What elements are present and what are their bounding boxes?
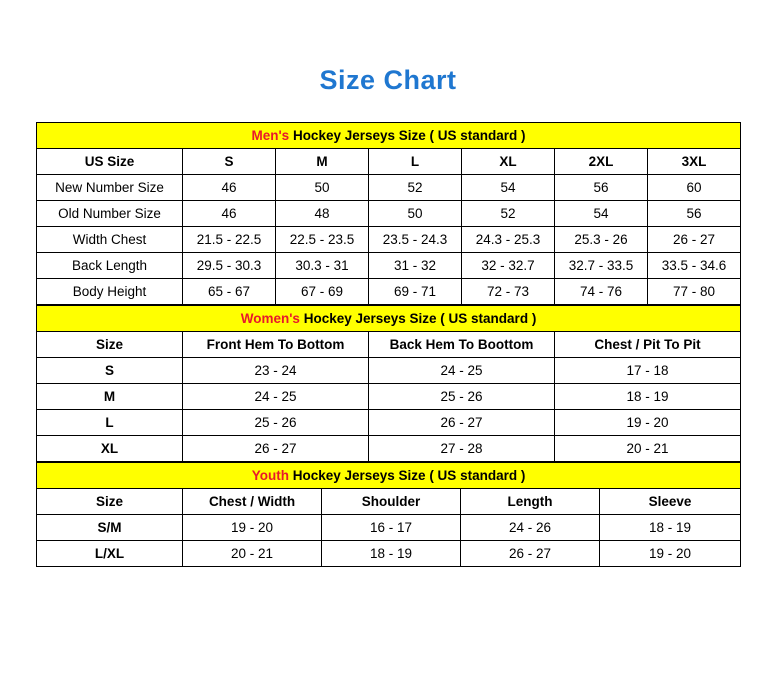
mens-row-4-val-4: 74 - 76 (555, 279, 648, 305)
youth-row-1-val-3: 19 - 20 (600, 541, 741, 567)
mens-row-0-val-0: 46 (183, 175, 276, 201)
mens-row-2-val-3: 24.3 - 25.3 (462, 227, 555, 253)
womens-row-2-val-0: 25 - 26 (183, 410, 369, 436)
mens-row-0-val-3: 54 (462, 175, 555, 201)
mens-row-0-val-2: 52 (369, 175, 462, 201)
womens-row-1-val-0: 24 - 25 (183, 384, 369, 410)
mens-row-2-val-4: 25.3 - 26 (555, 227, 648, 253)
mens-row-0-val-4: 56 (555, 175, 648, 201)
table-row (37, 358, 741, 384)
mens-row-2-val-1: 22.5 - 23.5 (276, 227, 369, 253)
youth-size-table (36, 462, 741, 567)
womens-row-3-val-2: 20 - 21 (555, 436, 741, 462)
mens-col-5: 2XL (555, 149, 648, 175)
mens-column-header-row (37, 149, 741, 175)
youth-row-0-val-0: 19 - 20 (183, 515, 322, 541)
womens-row-2-val-1: 26 - 27 (369, 410, 555, 436)
mens-col-3: L (369, 149, 462, 175)
mens-row-2-label: Width Chest (37, 227, 183, 253)
mens-row-4-val-5: 77 - 80 (648, 279, 741, 305)
table-row (37, 227, 741, 253)
page-title: Size Chart (319, 65, 457, 95)
table-row (37, 201, 741, 227)
mens-row-1-val-2: 50 (369, 201, 462, 227)
womens-row-1-label: M (37, 384, 183, 410)
youth-heading-accent: Youth (251, 468, 289, 484)
mens-row-4-val-0: 65 - 67 (183, 279, 276, 305)
womens-section-heading (37, 306, 741, 332)
womens-col-1: Front Hem To Bottom (183, 332, 369, 358)
table-row (37, 541, 741, 567)
mens-row-2-val-5: 26 - 27 (648, 227, 741, 253)
mens-size-table (36, 122, 741, 305)
womens-row-2-val-2: 19 - 20 (555, 410, 741, 436)
womens-size-table (36, 305, 741, 462)
table-row (37, 279, 741, 305)
mens-col-2: M (276, 149, 369, 175)
mens-col-0: US Size (37, 149, 183, 175)
womens-heading-accent: Women's (240, 311, 300, 327)
youth-row-0-label: S/M (37, 515, 183, 541)
mens-row-1-val-4: 54 (555, 201, 648, 227)
youth-row-0-val-1: 16 - 17 (322, 515, 461, 541)
mens-row-4-val-1: 67 - 69 (276, 279, 369, 305)
mens-col-4: XL (462, 149, 555, 175)
youth-heading-rest: Hockey Jerseys Size ( US standard ) (288, 468, 526, 484)
womens-col-3: Chest / Pit To Pit (555, 332, 741, 358)
youth-row-1-val-0: 20 - 21 (183, 541, 322, 567)
youth-col-4: Sleeve (600, 489, 741, 515)
womens-row-0-label: S (37, 358, 183, 384)
mens-section-heading-row (37, 123, 741, 149)
mens-row-3-val-0: 29.5 - 30.3 (183, 253, 276, 279)
mens-row-4-label: Body Height (37, 279, 183, 305)
mens-heading-rest: Hockey Jerseys Size ( US standard ) (289, 128, 526, 144)
womens-row-0-val-0: 23 - 24 (183, 358, 369, 384)
mens-col-6: 3XL (648, 149, 741, 175)
mens-row-1-val-5: 56 (648, 201, 741, 227)
womens-heading-rest: Hockey Jerseys Size ( US standard ) (299, 311, 537, 327)
mens-row-3-val-2: 31 - 32 (369, 253, 462, 279)
mens-row-3-val-1: 30.3 - 31 (276, 253, 369, 279)
mens-row-0-label: New Number Size (37, 175, 183, 201)
womens-col-2: Back Hem To Boottom (369, 332, 555, 358)
womens-col-0: Size (37, 332, 183, 358)
mens-row-1-val-0: 46 (183, 201, 276, 227)
table-row (37, 253, 741, 279)
mens-heading-accent: Men's (251, 128, 290, 144)
womens-row-1-val-1: 25 - 26 (369, 384, 555, 410)
youth-col-3: Length (461, 489, 600, 515)
womens-row-0-val-1: 24 - 25 (369, 358, 555, 384)
table-row (37, 515, 741, 541)
youth-col-2: Shoulder (322, 489, 461, 515)
youth-row-0-val-3: 18 - 19 (600, 515, 741, 541)
table-row (37, 436, 741, 462)
mens-row-2-val-0: 21.5 - 22.5 (183, 227, 276, 253)
mens-row-4-val-3: 72 - 73 (462, 279, 555, 305)
youth-column-header-row (37, 489, 741, 515)
mens-row-2-val-2: 23.5 - 24.3 (369, 227, 462, 253)
youth-col-1: Chest / Width (183, 489, 322, 515)
youth-row-1-val-2: 26 - 27 (461, 541, 600, 567)
womens-row-2-label: L (37, 410, 183, 436)
womens-row-0-val-2: 17 - 18 (555, 358, 741, 384)
youth-section-heading (37, 463, 741, 489)
size-chart-tables (0, 96, 776, 567)
mens-col-1: S (183, 149, 276, 175)
mens-row-4-val-2: 69 - 71 (369, 279, 462, 305)
mens-row-0-val-5: 60 (648, 175, 741, 201)
womens-row-3-label: XL (37, 436, 183, 462)
mens-row-3-val-3: 32 - 32.7 (462, 253, 555, 279)
table-row (37, 410, 741, 436)
mens-row-3-val-5: 33.5 - 34.6 (648, 253, 741, 279)
mens-row-1-label: Old Number Size (37, 201, 183, 227)
table-row (37, 175, 741, 201)
mens-section-heading (37, 123, 741, 149)
mens-row-0-val-1: 50 (276, 175, 369, 201)
mens-row-1-val-3: 52 (462, 201, 555, 227)
womens-row-1-val-2: 18 - 19 (555, 384, 741, 410)
womens-section-heading-row (37, 306, 741, 332)
youth-row-0-val-2: 24 - 26 (461, 515, 600, 541)
womens-row-3-val-1: 27 - 28 (369, 436, 555, 462)
youth-col-0: Size (37, 489, 183, 515)
table-row (37, 384, 741, 410)
youth-section-heading-row (37, 463, 741, 489)
womens-row-3-val-0: 26 - 27 (183, 436, 369, 462)
mens-row-1-val-1: 48 (276, 201, 369, 227)
youth-row-1-label: L/XL (37, 541, 183, 567)
mens-row-3-label: Back Length (37, 253, 183, 279)
womens-column-header-row (37, 332, 741, 358)
youth-row-1-val-1: 18 - 19 (322, 541, 461, 567)
mens-row-3-val-4: 32.7 - 33.5 (555, 253, 648, 279)
